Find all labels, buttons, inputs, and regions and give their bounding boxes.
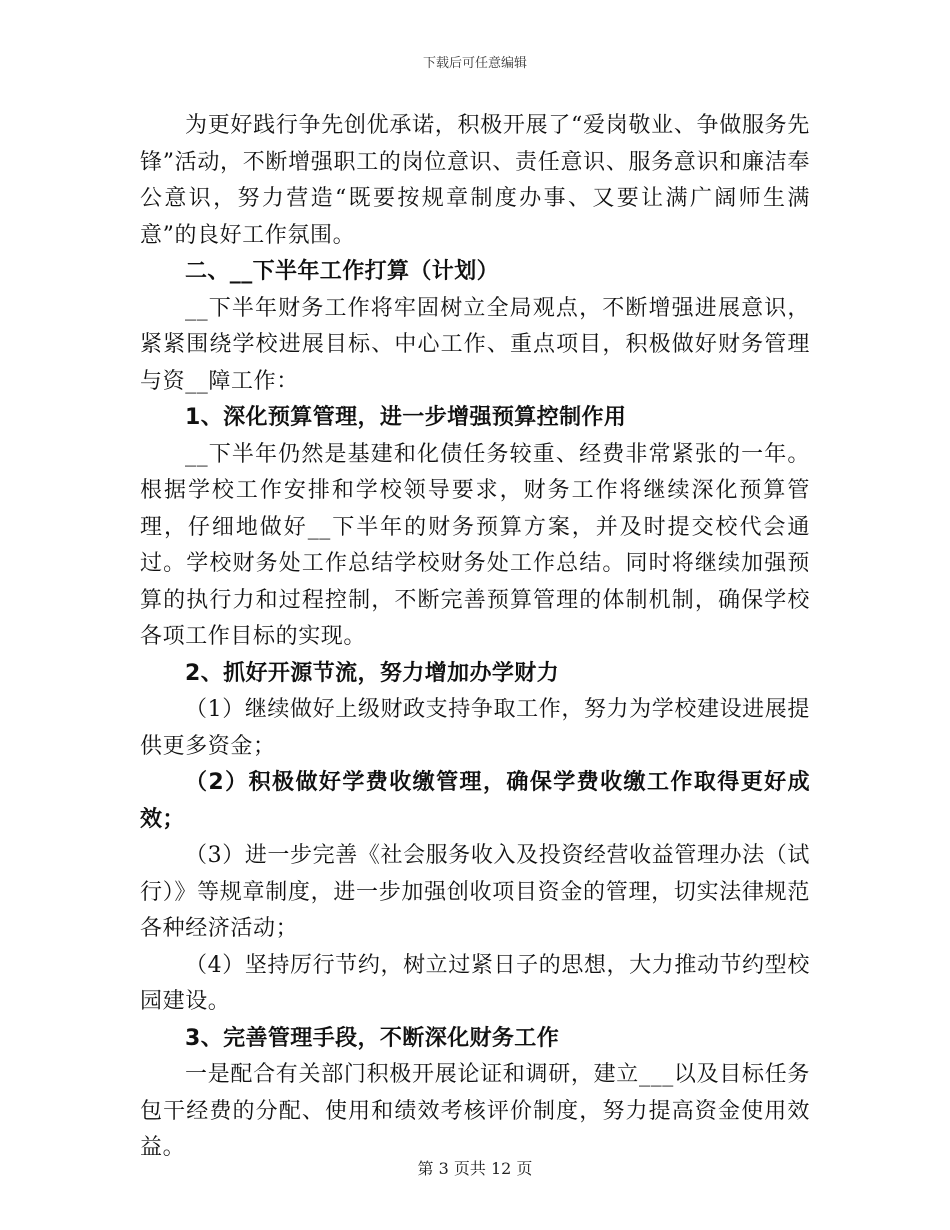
list-item-3: （3）进一步完善《社会服务收入及投资经营收益管理办法（试行）》等规章制度，进一步加强创收项目资金的管理，切实法律规范各种经济活动； <box>140 843 810 941</box>
list-item-2: （2）积极做好学费收缴管理，确保学费收缴工作取得更好成效； <box>140 770 810 832</box>
subheading-management: 3、完善管理手段，不断深化财务工作 <box>185 1025 560 1051</box>
paragraph-budget: __下半年仍然是基建和化债任务较重、经费非常紧张的一年。根据学校工作安排和学校领导要求，财务工作将继续深化预算管理，仔细地做好__下半年的财务预算方案，并及时提交校代会通过。学校财务处工作总结学校财务处工作总结。同时将继续加强预算的执行力和过程控制，不断完善预算管理的体制机制，确保学校各项工作目标的实现。 <box>140 441 810 649</box>
document-body <box>140 108 810 1167</box>
subheading-budget: 1、深化预算管理，进一步增强预算控制作用 <box>185 405 627 430</box>
list-item-4: （4）坚持厉行节约，树立过紧日子的思想，大力推动节约型校园建设。 <box>140 952 810 1014</box>
subheading-revenue: 2、抓好开源节流，努力增加办学财力 <box>185 660 560 686</box>
list-item-1: （1）继续做好上级财政支持争取工作，努力为学校建设进展提供更多资金； <box>140 697 810 759</box>
paragraph-management: 一是配合有关部门积极开展论证和调研，建立___以及目标任务包干经费的分配、使用和绩效考核评价制度，努力提高资金使用效益。 <box>140 1062 810 1160</box>
page-footer: 第 3 页共 12 页 <box>417 1159 533 1178</box>
section-heading-plan: 二、__下半年工作打算（计划） <box>185 259 500 284</box>
page-header: 下载后可任意编辑 <box>422 56 527 71</box>
paragraph-activity: 为更好践行争先创优承诺，积极开展了“爱岗敬业、争做服务先锋”活动，不断增强职工的岗位意识、责任意识、服务意识和廉洁奉公意识，努力营造“既要按规章制度办事、又要让满广阔师生满意”的良好工作氛围。 <box>140 113 810 248</box>
paragraph-plan-intro: __下半年财务工作将牢固树立全局观点，不断增强进展意识，紧紧围绕学校进展目标、中心工作、重点项目，积极做好财务管理与资__障工作： <box>140 295 810 394</box>
